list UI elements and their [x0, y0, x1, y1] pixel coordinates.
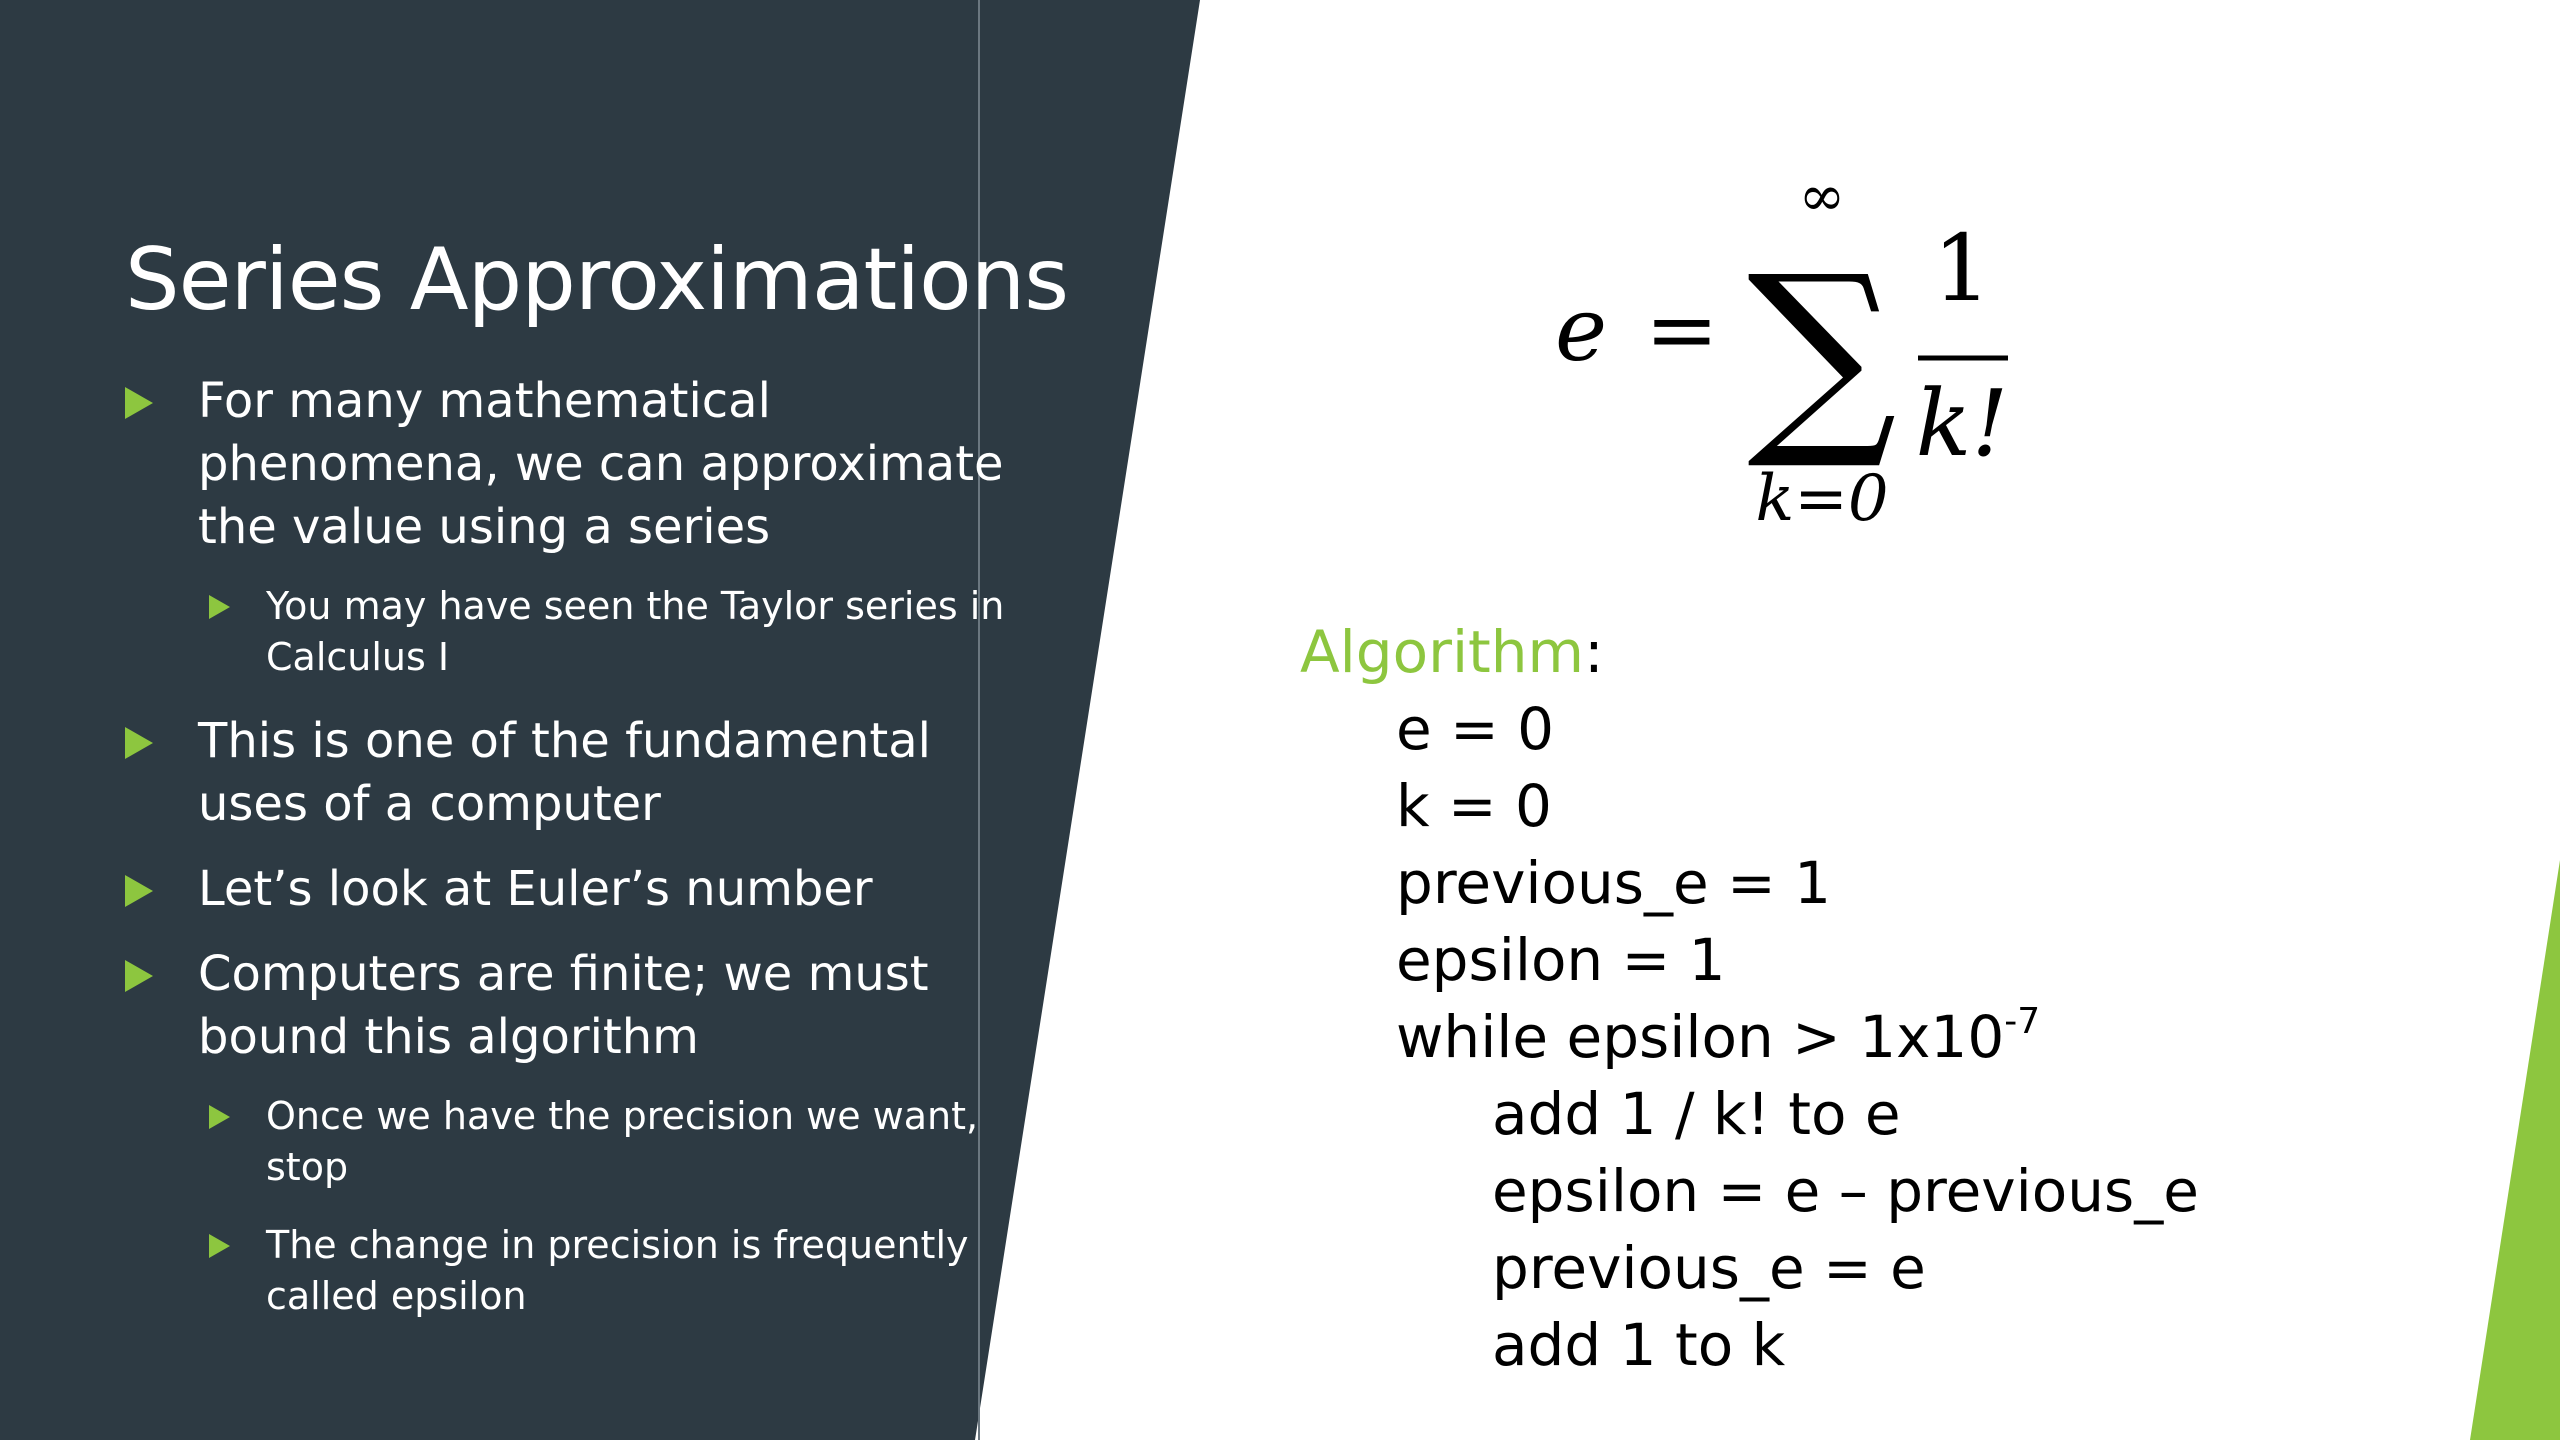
equation-denominator: k!: [1915, 370, 2009, 477]
equation-numerator: 1: [1932, 215, 1992, 322]
bullet-item: [125, 370, 1005, 559]
algorithm-loop-body-line: add 1 to k: [1492, 1311, 1786, 1379]
loop-exponent: -7: [2004, 1001, 2041, 1042]
bullet-list: [125, 370, 1005, 1349]
sub-bullet-text: The change in precision is frequently called epsilon: [266, 1223, 969, 1318]
algorithm-loop-body-line: previous_e = e: [1492, 1234, 1926, 1302]
bullet-arrow-icon: [125, 727, 153, 759]
bullet-item: [125, 710, 1005, 836]
summation-icon: ∑: [1747, 230, 1897, 475]
sub-bullet-item: [209, 581, 1005, 683]
algorithm-heading: Algorithm: [1300, 618, 1585, 686]
sub-bullet-arrow-icon: [209, 595, 230, 619]
bullet-text: For many mathematical phenomena, we can approximate the value using a series: [198, 373, 1004, 555]
algorithm-heading-line: [1300, 614, 2199, 691]
bullet-arrow-icon: [125, 875, 153, 907]
green-accent-shape: [2470, 860, 2560, 1440]
bullet-arrow-icon: [125, 960, 153, 992]
algorithm-line: e = 0: [1396, 695, 1555, 763]
bullet-text: Computers are finite; we must bound this algorithm: [198, 946, 929, 1065]
bullet-item: [125, 858, 1005, 921]
equation-upper-limit: ∞: [1798, 175, 1846, 229]
bullet-arrow-icon: [125, 387, 153, 419]
sub-bullet-text: You may have seen the Taylor series in Calculus I: [266, 584, 1005, 679]
slide-title: Series Approximations: [125, 230, 1069, 330]
algorithm-loop-line: [1300, 999, 2199, 1076]
sub-bullet-item: [209, 1220, 1005, 1322]
euler-series-equation: [1540, 175, 2080, 545]
equation-lower-limit: k=0: [1755, 462, 1889, 536]
sub-bullet-arrow-icon: [209, 1234, 230, 1258]
algorithm-heading-colon: :: [1584, 618, 1604, 686]
bullet-item: [125, 943, 1005, 1069]
equation-equals-sign: =: [1645, 278, 1719, 381]
algorithm-loop-body-line: add 1 / k! to e: [1492, 1080, 1901, 1148]
algorithm-line: epsilon = 1: [1396, 926, 1726, 994]
algorithm-block: [1300, 614, 2199, 1384]
equation-lhs: e: [1555, 278, 1608, 381]
bullet-text: Let’s look at Euler’s number: [198, 861, 873, 917]
sub-bullet-arrow-icon: [209, 1105, 230, 1129]
algorithm-loop-body-line: epsilon = e – previous_e: [1492, 1157, 2199, 1225]
algorithm-line: previous_e = 1: [1396, 849, 1832, 917]
algorithm-line: k = 0: [1396, 772, 1552, 840]
sub-bullet-item: [209, 1091, 1005, 1193]
loop-condition: while epsilon > 1x10: [1396, 1003, 2005, 1071]
bullet-text: This is one of the fundamental uses of a computer: [198, 713, 931, 832]
sub-bullet-text: Once we have the precision we want, stop: [266, 1094, 979, 1189]
